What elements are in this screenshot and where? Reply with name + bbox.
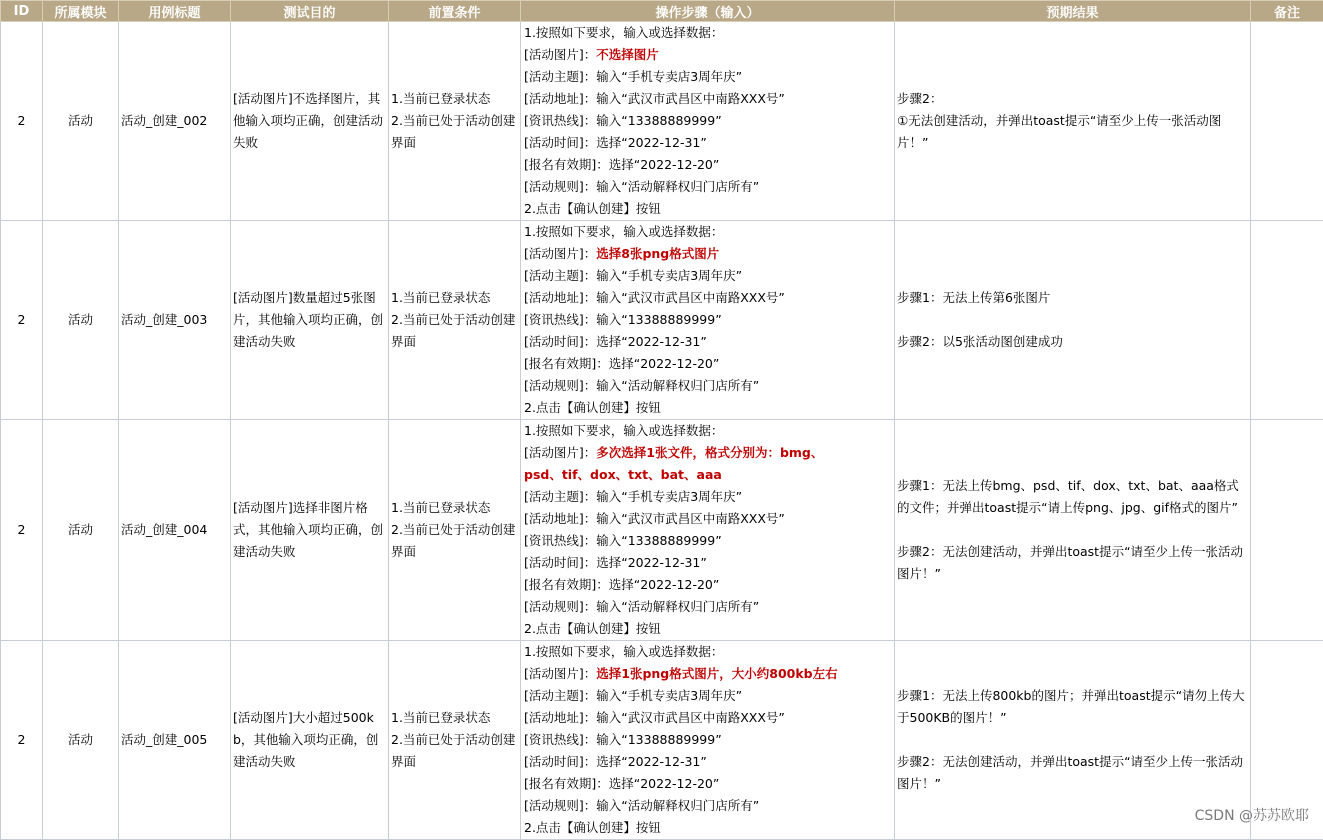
step-topic: [活动主题]：输入“手机专卖店3周年庆”	[524, 66, 892, 88]
cell-purpose[interactable]: [活动图片]不选择图片，其他输入项均正确，创建活动失败	[231, 22, 389, 221]
cell-purpose[interactable]: [活动图片]大小超过500kb，其他输入项均正确，创建活动失败	[231, 641, 389, 840]
step-rule: [活动规则]：输入“活动解释权归门店所有”	[524, 375, 892, 397]
cell-steps[interactable]	[521, 221, 895, 420]
table-row	[1, 641, 1323, 840]
expected-result-2: 步骤2：无法创建活动，并弹出toast提示“请至少上传一张活动图片！”	[897, 751, 1248, 795]
step-phone: [资讯热线]：输入“13388889999”	[524, 530, 892, 552]
cell-purpose[interactable]: [活动图片]数量超过5张图片，其他输入项均正确，创建活动失败	[231, 221, 389, 420]
cell-title[interactable]: 活动_创建_005	[119, 641, 231, 840]
step-topic: [活动主题]：输入“手机专卖店3周年庆”	[524, 265, 892, 287]
cell-title[interactable]: 活动_创建_004	[119, 420, 231, 641]
cell-id[interactable]: 2	[1, 420, 43, 641]
step-intro: 1.按照如下要求，输入或选择数据：	[524, 22, 892, 44]
step-intro: 1.按照如下要求，输入或选择数据：	[524, 641, 892, 663]
table-row	[1, 420, 1323, 641]
cell-module[interactable]: 活动	[43, 641, 119, 840]
cell-remark[interactable]	[1251, 22, 1323, 221]
step-deadline: [报名有效期]：选择“2022-12-20”	[524, 154, 892, 176]
csdn-watermark: CSDN @苏苏欧耶	[1195, 805, 1309, 825]
result-spacer	[897, 729, 1248, 751]
step-topic: [活动主题]：输入“手机专卖店3周年庆”	[524, 486, 892, 508]
step-picture	[524, 243, 892, 265]
cell-expected[interactable]	[895, 420, 1251, 641]
cell-steps[interactable]	[521, 22, 895, 221]
header-row	[1, 1, 1323, 22]
cell-module[interactable]: 活动	[43, 420, 119, 641]
step-rule: [活动规则]：输入“活动解释权归门店所有”	[524, 596, 892, 618]
expected-result-2: ①无法创建活动，并弹出toast提示“请至少上传一张活动图片！”	[897, 110, 1248, 154]
step-deadline: [报名有效期]：选择“2022-12-20”	[524, 353, 892, 375]
precondition-2: 2.当前已处于活动创建界面	[391, 519, 518, 563]
step-picture-value: 选择1张png格式图片，大小约800kb左右	[596, 666, 837, 681]
result-spacer	[897, 309, 1248, 331]
precondition-2: 2.当前已处于活动创建界面	[391, 110, 518, 154]
precondition-1: 1.当前已登录状态	[391, 88, 518, 110]
cell-precondition[interactable]	[389, 22, 521, 221]
expected-result-1: 步骤1：无法上传第6张图片	[897, 287, 1248, 309]
step-picture-label: [活动图片]：	[524, 246, 596, 261]
step-time: [活动时间]：选择“2022-12-31”	[524, 751, 892, 773]
cell-module[interactable]: 活动	[43, 221, 119, 420]
cell-remark[interactable]	[1251, 420, 1323, 641]
result-spacer	[897, 519, 1248, 541]
expected-result-2: 步骤2：无法创建活动，并弹出toast提示“请至少上传一张活动图片！”	[897, 541, 1248, 585]
cell-id[interactable]: 2	[1, 641, 43, 840]
precondition-2: 2.当前已处于活动创建界面	[391, 729, 518, 773]
header-steps[interactable]: 操作步骤（输入）	[521, 1, 895, 22]
precondition-1: 1.当前已登录状态	[391, 287, 518, 309]
header-precondition[interactable]: 前置条件	[389, 1, 521, 22]
cell-title[interactable]: 活动_创建_003	[119, 221, 231, 420]
table-row	[1, 22, 1323, 221]
step-picture-value: 不选择图片	[596, 47, 659, 62]
step-phone: [资讯热线]：输入“13388889999”	[524, 729, 892, 751]
step-confirm: 2.点击【确认创建】按钮	[524, 198, 892, 220]
step-picture-value: 多次选择1张文件，格式分别为：bmg、	[596, 445, 823, 460]
step-phone: [资讯热线]：输入“13388889999”	[524, 309, 892, 331]
cell-purpose[interactable]: [活动图片]选择非图片格式，其他输入项均正确，创建活动失败	[231, 420, 389, 641]
cell-id[interactable]: 2	[1, 22, 43, 221]
table-row	[1, 221, 1323, 420]
header-title[interactable]: 用例标题	[119, 1, 231, 22]
step-phone: [资讯热线]：输入“13388889999”	[524, 110, 892, 132]
step-address: [活动地址]：输入“武汉市武昌区中南路XXX号”	[524, 88, 892, 110]
step-intro: 1.按照如下要求，输入或选择数据：	[524, 221, 892, 243]
cell-precondition[interactable]	[389, 221, 521, 420]
cell-steps[interactable]	[521, 641, 895, 840]
step-intro: 1.按照如下要求，输入或选择数据：	[524, 420, 892, 442]
step-deadline: [报名有效期]：选择“2022-12-20”	[524, 574, 892, 596]
step-picture-value: 选择8张png格式图片	[596, 246, 719, 261]
step-address: [活动地址]：输入“武汉市武昌区中南路XXX号”	[524, 508, 892, 530]
step-address: [活动地址]：输入“武汉市武昌区中南路XXX号”	[524, 287, 892, 309]
step-time: [活动时间]：选择“2022-12-31”	[524, 132, 892, 154]
expected-result-1: 步骤1：无法上传800kb的图片；并弹出toast提示“请勿上传大于500KB的图片！”	[897, 685, 1248, 729]
step-picture	[524, 663, 892, 685]
step-time: [活动时间]：选择“2022-12-31”	[524, 552, 892, 574]
cell-expected[interactable]	[895, 22, 1251, 221]
precondition-1: 1.当前已登录状态	[391, 707, 518, 729]
step-picture-label: [活动图片]：	[524, 666, 596, 681]
header-remark[interactable]: 备注	[1251, 1, 1323, 22]
step-confirm: 2.点击【确认创建】按钮	[524, 397, 892, 419]
step-picture	[524, 442, 892, 464]
step-confirm: 2.点击【确认创建】按钮	[524, 618, 892, 640]
header-id[interactable]: ID	[1, 1, 43, 22]
header-module[interactable]: 所属模块	[43, 1, 119, 22]
cell-title[interactable]: 活动_创建_002	[119, 22, 231, 221]
cell-module[interactable]: 活动	[43, 22, 119, 221]
step-rule: [活动规则]：输入“活动解释权归门店所有”	[524, 795, 892, 817]
precondition-1: 1.当前已登录状态	[391, 497, 518, 519]
precondition-2: 2.当前已处于活动创建界面	[391, 309, 518, 353]
cell-expected[interactable]	[895, 221, 1251, 420]
step-address: [活动地址]：输入“武汉市武昌区中南路XXX号”	[524, 707, 892, 729]
expected-result-2: 步骤2：以5张活动图创建成功	[897, 331, 1248, 353]
cell-id[interactable]: 2	[1, 221, 43, 420]
step-picture-label: [活动图片]：	[524, 445, 596, 460]
cell-steps[interactable]	[521, 420, 895, 641]
step-picture-value-continued: psd、tif、dox、txt、bat、aaa	[524, 464, 892, 486]
step-time: [活动时间]：选择“2022-12-31”	[524, 331, 892, 353]
expected-result-1: 步骤2：	[897, 88, 1248, 110]
expected-result-1: 步骤1：无法上传bmg、psd、tif、dox、txt、bat、aaa格式的文件；并弹出toast提示“请上传png、jpg、gif格式的图片”	[897, 475, 1248, 519]
cell-precondition[interactable]	[389, 420, 521, 641]
header-purpose[interactable]: 测试目的	[231, 1, 389, 22]
step-picture	[524, 44, 892, 66]
step-rule: [活动规则]：输入“活动解释权归门店所有”	[524, 176, 892, 198]
step-topic: [活动主题]：输入“手机专卖店3周年庆”	[524, 685, 892, 707]
step-picture-label: [活动图片]：	[524, 47, 596, 62]
step-confirm: 2.点击【确认创建】按钮	[524, 817, 892, 839]
step-deadline: [报名有效期]：选择“2022-12-20”	[524, 773, 892, 795]
cell-precondition[interactable]	[389, 641, 521, 840]
header-expected[interactable]: 预期结果	[895, 1, 1251, 22]
cell-remark[interactable]	[1251, 221, 1323, 420]
